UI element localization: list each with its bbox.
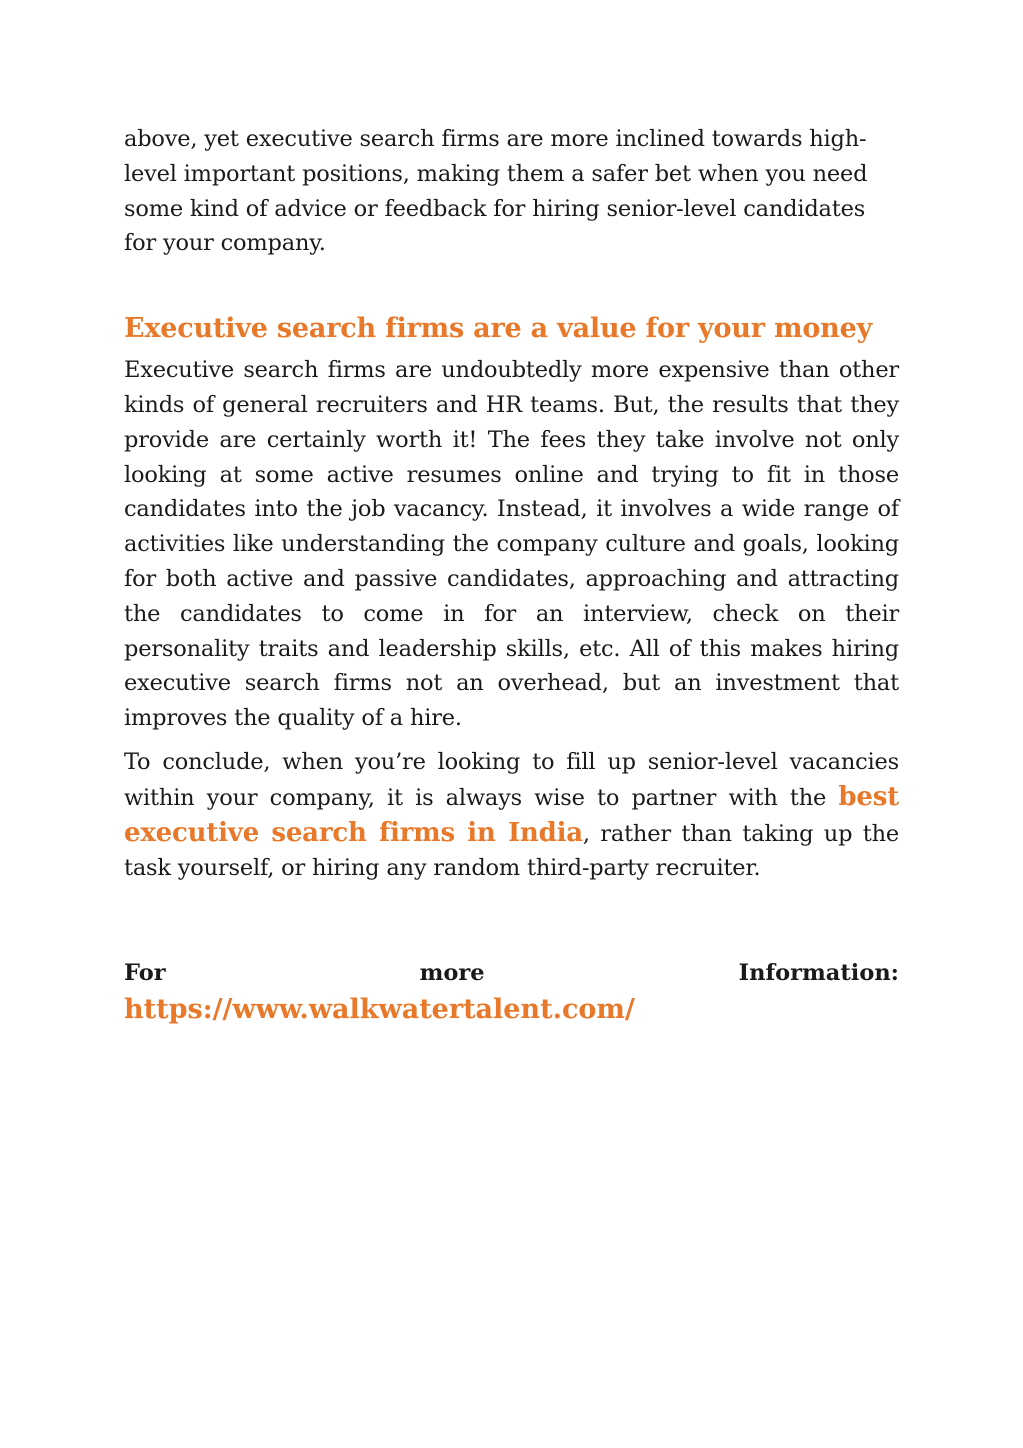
- more-info-word-information: Information:: [738, 960, 899, 987]
- section-heading: Executive search firms are a value for your money: [124, 313, 873, 345]
- more-info-word-for: For: [124, 960, 166, 987]
- website-url-link[interactable]: https://www.walkwatertalent.com/: [124, 994, 635, 1026]
- best-executive-search-firms-link[interactable]: best executive search firms in India: [124, 781, 899, 848]
- document-page: [124, 122, 899, 1028]
- intro-paragraph: above, yet executive search firms are more inclined towards high-level important positions, making them a safer bet when you need some kind of advice or feedback for hiring senior-level candidates for your company.: [124, 126, 868, 257]
- conclusion-paragraph: [124, 745, 899, 886]
- more-info-word-more: more: [419, 960, 485, 987]
- conclusion-text-before: To conclude, when you’re looking to fill up senior-level vacancies within your company, it is always wise to partner with the: [124, 748, 899, 811]
- section-body-paragraph: Executive search firms are undoubtedly more expensive than other kinds of general recruiters and HR teams. But, the results that they provide are certainly worth it! The fees they take involve not only looking at some active resumes online and trying to fit in those candidates into the job vacancy. Instead, it involves a wide range of activities like understanding the company culture and goals, looking for both active and passive candidates, approaching and attracting the candidates to come in for an interview, check on their personality traits and leadership skills, etc. All of this makes hiring executive search firms not an overhead, but an investment that improves the quality of a hire.: [124, 357, 899, 732]
- conclusion-text-after: , rather than taking up the task yourself, or hiring any random third-party recruiter.: [124, 820, 899, 882]
- more-information-line: [124, 956, 899, 990]
